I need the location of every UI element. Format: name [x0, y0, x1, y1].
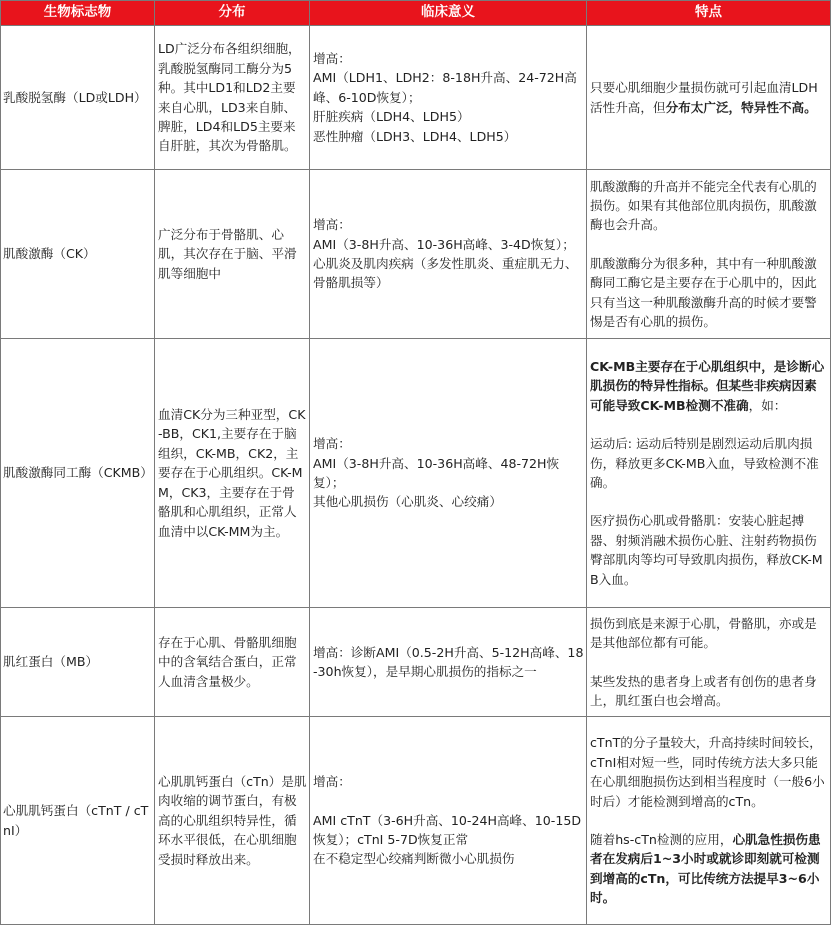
header-clinical-significance: 临床意义 [310, 1, 587, 26]
distribution-cell: 血清CK分为三种亚型，CK-BB，CK1,主要存在于脑组织，CK-MB，CK2，主要存在于心肌组织。CK-MM，CK3，主要存在于骨骼肌和心肌组织，正常人血清中以CK-MM为主。 [155, 339, 310, 608]
biomarker-name: 乳酸脱氢酶（LD或LDH） [1, 26, 155, 170]
table-row [1, 339, 831, 608]
clinical-significance-cell: 增高： AMI（LDH1、LDH2：8-18H升高、24-72H高峰、6-10D恢复）； 肝脏疾病（LDH4、LDH5） 恶性肿瘤（LDH3、LDH4、LDH5） [310, 26, 587, 170]
clinical-significance-cell: 增高： AMI cTnT（3-6H升高、10-24H高峰、10-15D恢复）；cTnI 5-7D恢复正常 在不稳定型心绞痛判断微小心肌损伤 [310, 717, 587, 925]
features-cell: 肌酸激酶的升高并不能完全代表有心肌的损伤。如果有其他部位肌肉损伤，肌酸激酶也会升高。 肌酸激酶分为很多种，其中有一种肌酸激酶同工酶它是主要存在于心肌中的，因此只有当这一种肌酸激酶升高的时候才要警惕是否有心肌的损伤。 [587, 170, 831, 339]
biomarker-name: 肌红蛋白（MB） [1, 608, 155, 717]
distribution-cell: 广泛分布于骨骼肌、心肌，其次存在于脑、平滑肌等细胞中 [155, 170, 310, 339]
table-row [1, 170, 831, 339]
distribution-cell: LD广泛分布各组织细胞，乳酸脱氢酶同工酶分为5种。其中LD1和LD2主要来自心肌，LD3来自肺、脾脏，LD4和LD5主要来自肝脏，其次为骨骼肌。 [155, 26, 310, 170]
distribution-cell: 心肌肌钙蛋白（cTn）是肌肉收缩的调节蛋白，有极高的心肌组织特异性，循环水平很低，在心肌细胞受损时释放出来。 [155, 717, 310, 925]
header-distribution: 分布 [155, 1, 310, 26]
clinical-significance-cell: 增高： AMI（3-8H升高、10-36H高峰、3-4D恢复）； 心肌炎及肌肉疾病（多发性肌炎、重症肌无力、骨骼肌损等） [310, 170, 587, 339]
header-row [1, 1, 831, 26]
distribution-cell: 存在于心肌、骨骼肌细胞中的含氧结合蛋白，正常人血清含量极少。 [155, 608, 310, 717]
features-cell: CK-MB主要存在于心肌组织中，是诊断心肌损伤的特异性指标。但某些非疾病因素可能导致CK-MB检测不准确，如： 运动后: 运动后特别是剧烈运动后肌肉损伤，释放更多CK-MB入血，导致检测不准确。 医疗损伤心肌或骨骼肌：安装心脏起搏器、射频消融术损伤心脏、注射药物损伤臀部肌肉等均可导致肌肉损伤，释放CK-MB入血。 [587, 339, 831, 608]
table-row [1, 717, 831, 925]
biomarker-name: 肌酸激酶同工酶（CKMB） [1, 339, 155, 608]
header-features: 特点 [587, 1, 831, 26]
biomarker-name: 肌酸激酶（CK） [1, 170, 155, 339]
features-cell: 只要心肌细胞少量损伤就可引起血清LDH活性升高，但分布太广泛，特异性不高。 [587, 26, 831, 170]
clinical-significance-cell: 增高： AMI（3-8H升高、10-36H高峰、48-72H恢复）； 其他心肌损伤（心肌炎、心绞痛） [310, 339, 587, 608]
clinical-significance-cell: 增高：诊断AMI（0.5-2H升高、5-12H高峰、18-30h恢复），是早期心肌损伤的指标之一 [310, 608, 587, 717]
table-row [1, 26, 831, 170]
table-row [1, 608, 831, 717]
biomarker-name: 心肌肌钙蛋白（cTnT / cTnI） [1, 717, 155, 925]
header-biomarker: 生物标志物 [1, 1, 155, 26]
features-cell: cTnT的分子量较大，升高持续时间较长，cTnI相对短一些，同时传统方法大多只能在心肌细胞损伤达到相当程度时（一般6小时后）才能检测到增高的cTn。 随着hs-cTn检测的应用，心肌急性损伤患者在发病后1~3小时或就诊即刻就可检测到增高的cTn，可比传统方法提早3~6小时。 [587, 717, 831, 925]
features-cell: 损伤到底是来源于心肌，骨骼肌，亦或是是其他部位都有可能。 某些发热的患者身上或者有创伤的患者身上，肌红蛋白也会增高。 [587, 608, 831, 717]
